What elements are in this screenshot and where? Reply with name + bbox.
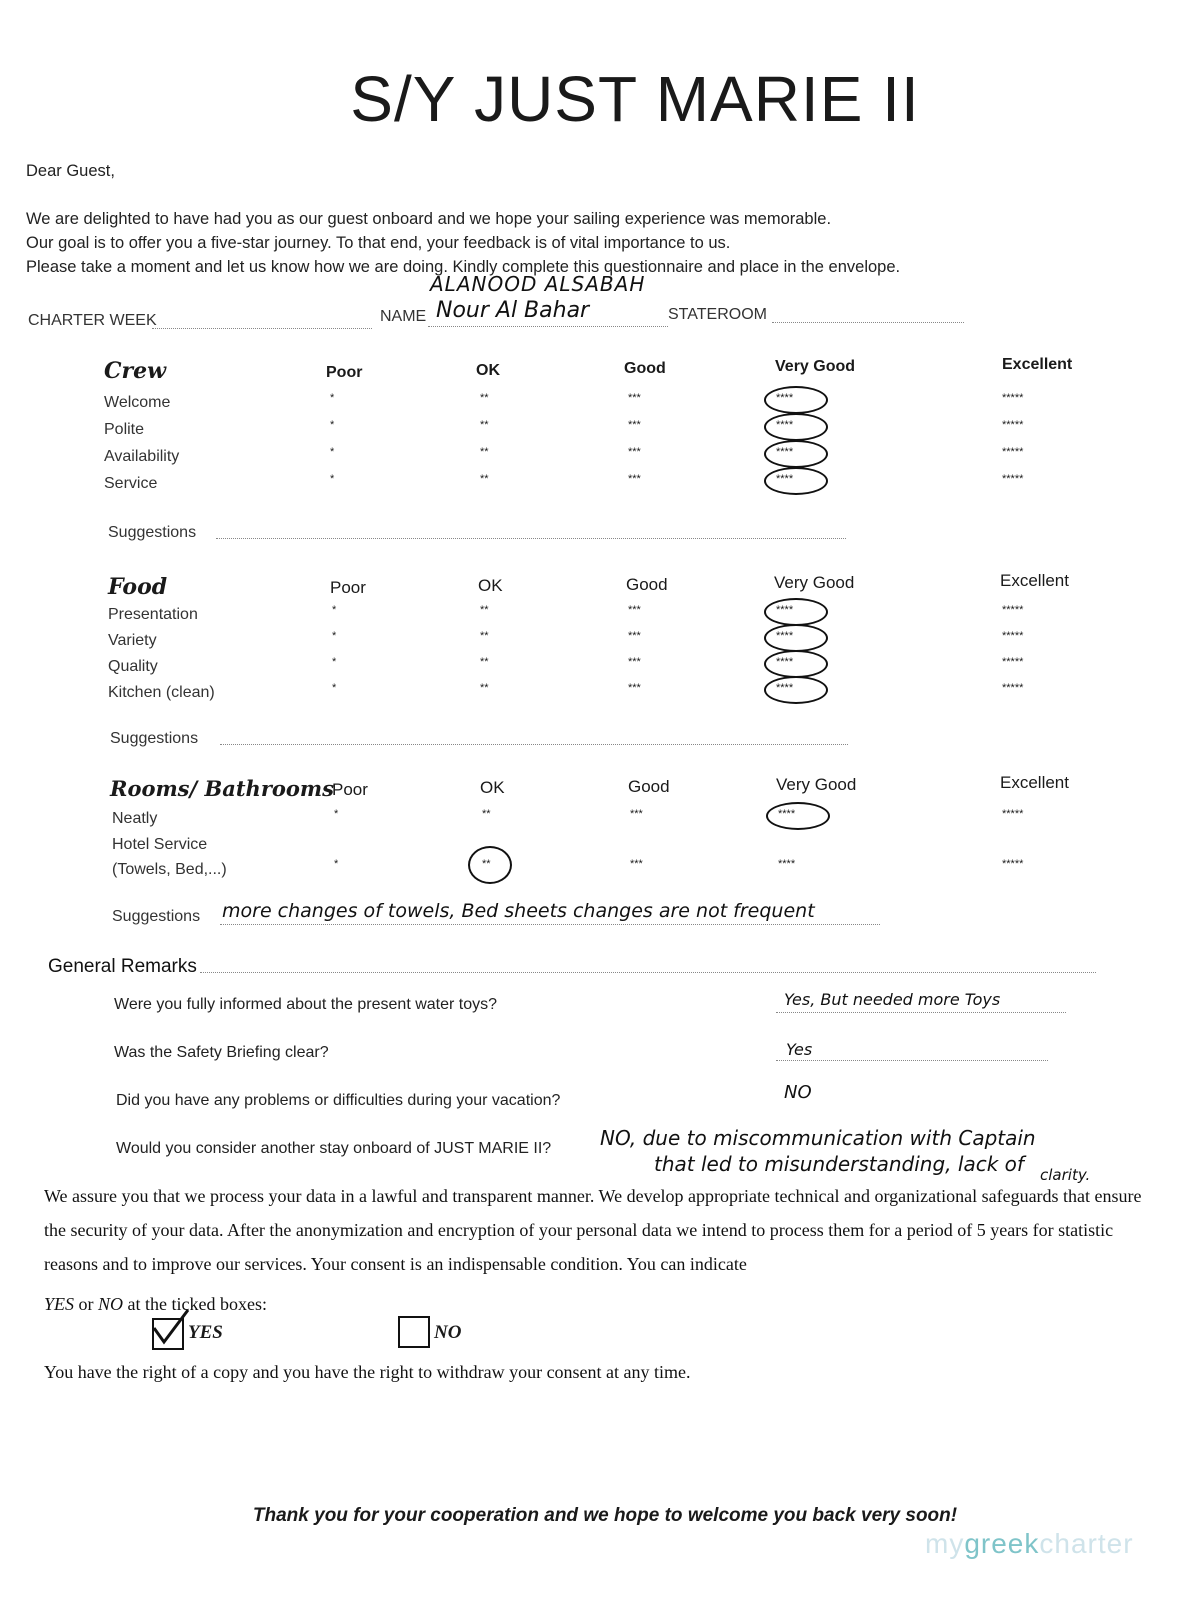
- question-problems: Did you have any problems or difficulties during your vacation?: [116, 1092, 561, 1109]
- rooms-suggestions-label: Suggestions: [112, 908, 201, 925]
- answer-safety-briefing: Yes: [786, 1040, 813, 1059]
- answer-water-toys: Yes, But needed more Toys: [784, 990, 1001, 1009]
- crew-row-4-very-good-option[interactable]: ****: [776, 473, 794, 485]
- rooms-row-1-ok-option[interactable]: **: [482, 808, 491, 820]
- rooms-row-2-very-good-option[interactable]: ****: [778, 858, 796, 870]
- crew-row-welcome-label: Welcome: [104, 394, 171, 411]
- crew-col-good: Good: [624, 360, 666, 377]
- crew-row-3-excellent-option[interactable]: *****: [1002, 446, 1024, 458]
- rooms-row-neatly-label: Neatly: [112, 810, 158, 827]
- rooms-row-2-ok-option[interactable]: **: [482, 858, 491, 870]
- rooms-col-poor: Poor: [332, 780, 368, 799]
- food-row-1-ok-option[interactable]: **: [480, 604, 489, 616]
- crew-suggestions-label: Suggestions: [108, 524, 197, 541]
- crew-row-service-label: Service: [104, 475, 158, 492]
- food-row-3-very-good-option[interactable]: ****: [776, 656, 794, 668]
- crew-row-1-ok-option[interactable]: **: [480, 392, 489, 404]
- general-remarks-title: General Remarks: [48, 956, 197, 977]
- rooms-row-2-selection-circle: [468, 846, 512, 884]
- thanks-message: Thank you for your cooperation and we hope to welcome you back very soon!: [252, 1505, 958, 1526]
- name-value-line1: ALANOOD ALSABAH: [430, 272, 646, 296]
- name-label: NAME: [380, 308, 427, 325]
- crew-row-3-good-option[interactable]: ***: [628, 446, 641, 458]
- rooms-row-2-poor-option[interactable]: *: [334, 858, 339, 870]
- answer-problems: NO: [784, 1082, 812, 1103]
- greeting: Dear Guest,: [26, 162, 115, 180]
- consent-or-word: or: [74, 1294, 99, 1314]
- crew-col-very-good: Very Good: [775, 358, 856, 375]
- answer-another-stay-line3: clarity.: [1040, 1166, 1091, 1184]
- crew-row-1-excellent-option[interactable]: *****: [1002, 392, 1024, 404]
- consent-yes-word: YES: [44, 1294, 75, 1314]
- rooms-row-2-good-option[interactable]: ***: [630, 858, 643, 870]
- food-row-1-very-good-option[interactable]: ****: [776, 604, 794, 616]
- crew-row-1-very-good-option[interactable]: ****: [776, 392, 794, 404]
- answer-water-toys-field[interactable]: [776, 1012, 1066, 1013]
- crew-row-4-ok-option[interactable]: **: [480, 473, 489, 485]
- food-row-1-good-option[interactable]: ***: [628, 604, 641, 616]
- name-field[interactable]: [428, 326, 668, 327]
- food-row-1-selection-circle: [764, 598, 828, 626]
- question-safety-briefing: Was the Safety Briefing clear?: [114, 1044, 329, 1061]
- food-row-kitchen-label: Kitchen (clean): [108, 684, 215, 701]
- name-value-line2: Nour Al Bahar: [436, 298, 590, 323]
- food-suggestions-label: Suggestions: [110, 730, 199, 747]
- crew-row-2-ok-option[interactable]: **: [480, 419, 489, 431]
- crew-row-3-poor-option[interactable]: *: [330, 446, 335, 458]
- food-row-4-selection-circle: [764, 676, 828, 704]
- food-row-quality-label: Quality: [108, 658, 158, 675]
- rooms-row-1-good-option[interactable]: ***: [630, 808, 643, 820]
- withdraw-text: You have the right of a copy and you have the right to withdraw your consent at any time.: [44, 1362, 691, 1382]
- intro-line-3: Please take a moment and let us know how we are doing. Kindly complete this questionnaire and place in the envelope.: [26, 258, 901, 276]
- rooms-suggestions-field[interactable]: [220, 924, 880, 925]
- charter-week-field[interactable]: [152, 328, 372, 329]
- food-suggestions-field[interactable]: [220, 744, 848, 745]
- food-row-2-excellent-option[interactable]: *****: [1002, 630, 1024, 642]
- rooms-col-ok: OK: [480, 778, 505, 797]
- answer-another-stay-line1: NO, due to miscommunication with Captain: [600, 1126, 1036, 1150]
- rooms-section-title: Rooms/ Bathrooms: [110, 776, 334, 801]
- rooms-col-excellent: Excellent: [1000, 773, 1069, 792]
- crew-row-2-selection-circle: [764, 413, 828, 441]
- rooms-row-1-very-good-option[interactable]: ****: [778, 808, 796, 820]
- crew-row-4-good-option[interactable]: ***: [628, 473, 641, 485]
- general-remarks-field[interactable]: [200, 972, 1096, 973]
- crew-suggestions-field[interactable]: [216, 538, 846, 539]
- crew-row-3-ok-option[interactable]: **: [480, 446, 489, 458]
- food-row-presentation-label: Presentation: [108, 606, 198, 623]
- food-row-2-very-good-option[interactable]: ****: [776, 630, 794, 642]
- crew-col-ok: OK: [476, 362, 500, 379]
- crew-row-3-selection-circle: [764, 440, 828, 468]
- intro-line-1: We are delighted to have had you as our guest onboard and we hope your sailing experience was memorable.: [26, 210, 832, 228]
- answer-another-stay-line2: that led to misunderstanding, lack of: [654, 1152, 1024, 1176]
- crew-row-4-poor-option[interactable]: *: [330, 473, 335, 485]
- food-section-title: Food: [108, 574, 168, 600]
- rooms-row-2-excellent-option[interactable]: *****: [1002, 858, 1024, 870]
- food-col-ok: OK: [478, 576, 503, 595]
- checkmark-icon: [148, 1306, 192, 1350]
- rooms-col-good: Good: [628, 777, 670, 796]
- food-col-very-good: Very Good: [774, 573, 855, 592]
- food-col-excellent: Excellent: [1000, 571, 1069, 590]
- food-row-2-poor-option[interactable]: *: [332, 630, 337, 642]
- crew-section-title: Crew: [104, 358, 167, 384]
- intro-line-2: Our goal is to offer you a five-star journey. To that end, your feedback is of vital importance to us.: [26, 234, 731, 252]
- rooms-row-1-excellent-option[interactable]: *****: [1002, 808, 1024, 820]
- crew-row-1-good-option[interactable]: ***: [628, 392, 641, 404]
- consent-text: We assure you that we process your data in a lawful and transparent manner. We develop appropriate technical and organizational safeguards that ensure the security of your data. After the anonymization and encryption of your personal data we intend to process them for a period of 5 years for statistic reasons and to improve our services. Your consent is an indispensable condition. You can indicate: [44, 1186, 1142, 1274]
- watermark-logo: mygreekcharter: [925, 1528, 1134, 1559]
- food-row-4-good-option[interactable]: ***: [628, 682, 641, 694]
- food-col-good: Good: [626, 575, 668, 594]
- food-row-3-ok-option[interactable]: **: [480, 656, 489, 668]
- crew-row-4-selection-circle: [764, 467, 828, 495]
- crew-row-2-poor-option[interactable]: *: [330, 419, 335, 431]
- crew-row-2-excellent-option[interactable]: *****: [1002, 419, 1024, 431]
- crew-row-2-very-good-option[interactable]: ****: [776, 419, 794, 431]
- crew-row-polite-label: Polite: [104, 421, 145, 438]
- charter-week-label: CHARTER WEEK: [28, 312, 157, 329]
- crew-row-4-excellent-option[interactable]: *****: [1002, 473, 1024, 485]
- consent-yes-label: YES: [188, 1322, 223, 1343]
- crew-row-availability-label: Availability: [104, 448, 180, 465]
- food-row-4-excellent-option[interactable]: *****: [1002, 682, 1024, 694]
- rooms-row-1-selection-circle: [766, 802, 830, 830]
- food-row-1-poor-option[interactable]: *: [332, 604, 337, 616]
- rooms-row-hotel-service-label2: (Towels, Bed,...): [112, 861, 227, 878]
- crew-row-2-good-option[interactable]: ***: [628, 419, 641, 431]
- rooms-col-very-good: Very Good: [776, 775, 857, 794]
- consent-no-word: NO: [98, 1294, 124, 1314]
- food-row-1-excellent-option[interactable]: *****: [1002, 604, 1024, 616]
- food-col-poor: Poor: [330, 578, 366, 597]
- rooms-row-1-poor-option[interactable]: *: [334, 808, 339, 820]
- crew-row-1-poor-option[interactable]: *: [330, 392, 335, 404]
- food-row-3-excellent-option[interactable]: *****: [1002, 656, 1024, 668]
- rooms-suggestions-value: more changes of towels, Bed sheets changes are not frequent: [222, 900, 815, 922]
- food-row-4-poor-option[interactable]: *: [332, 682, 337, 694]
- crew-col-excellent: Excellent: [1002, 356, 1073, 373]
- crew-col-poor: Poor: [326, 364, 363, 381]
- rooms-row-hotel-service-label: Hotel Service: [112, 836, 208, 853]
- question-water-toys: Were you fully informed about the present water toys?: [114, 996, 498, 1013]
- consent-no-label: NO: [434, 1322, 462, 1343]
- food-row-4-very-good-option[interactable]: ****: [776, 682, 794, 694]
- food-row-3-selection-circle: [764, 650, 828, 678]
- food-row-2-selection-circle: [764, 624, 828, 652]
- crew-row-1-selection-circle: [764, 386, 828, 414]
- consent-ticked-boxes-text: at the ticked boxes:: [123, 1294, 267, 1314]
- stateroom-label: STATEROOM: [668, 306, 767, 323]
- page-title: S/Y JUST MARIE II: [350, 63, 920, 135]
- food-row-2-ok-option[interactable]: **: [480, 630, 489, 642]
- consent-no-checkbox[interactable]: [398, 1316, 430, 1348]
- food-row-3-good-option[interactable]: ***: [628, 656, 641, 668]
- crew-row-3-very-good-option[interactable]: ****: [776, 446, 794, 458]
- food-row-2-good-option[interactable]: ***: [628, 630, 641, 642]
- food-row-3-poor-option[interactable]: *: [332, 656, 337, 668]
- food-row-variety-label: Variety: [108, 632, 157, 649]
- question-another-stay: Would you consider another stay onboard of JUST MARIE II?: [116, 1140, 552, 1157]
- food-row-4-ok-option[interactable]: **: [480, 682, 489, 694]
- stateroom-field[interactable]: [772, 322, 964, 323]
- answer-safety-field[interactable]: [776, 1060, 1048, 1061]
